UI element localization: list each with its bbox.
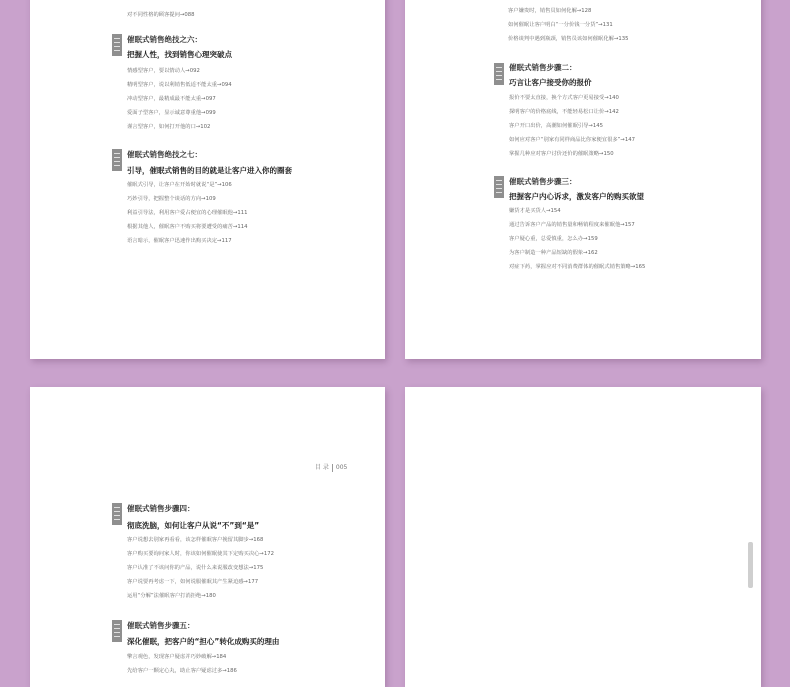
toc-item: 对不同性格的顾客提问→088 (127, 12, 195, 18)
toc-item: 客户开口出价，高潮如何催眠引导→145 (509, 123, 604, 129)
section-label: 催眠式销售绝技之七： (127, 150, 202, 159)
book-page-blank (405, 387, 761, 687)
section-label: 催眠式销售步骤五： (127, 621, 195, 630)
toc-items (127, 178, 248, 248)
section-title: 把握客户内心诉求，激发客户的购买欲望 (509, 192, 644, 201)
scrollbar-thumb[interactable] (748, 542, 753, 588)
page-number: 005 (335, 464, 348, 471)
toc-top-items (508, 4, 629, 46)
toc-item: 探明客户的价格底线，不能轻易松口让价→142 (509, 109, 619, 115)
header-separator (332, 464, 333, 472)
toc-item: 对症下药，掌握应对不同消费群体的催眠式销售策略→165 (509, 264, 646, 270)
toc-item: 通过告诉客户产品的销售量和畅销程度来催眠他→157 (509, 222, 635, 228)
section-title: 彻底洗脑，如何让客户从说“不”到“是” (127, 521, 260, 530)
toc-item: 精明型客户，说以利销售低适不能太重→094 (127, 82, 232, 88)
toc-item: 客户认准了不该问你的产品，说什么来说服改变想法→175 (127, 565, 264, 571)
header-title: 目 录 (315, 464, 329, 471)
toc-item: 客户嫌贵时，销售员如何化解→128 (508, 8, 592, 14)
toc-item: 为客户制造一种产品短缺的假象→162 (509, 250, 598, 256)
section-label: 催眠式销售步骤三： (509, 177, 577, 186)
section-tag-icon (494, 176, 504, 198)
toc-item: 爱面子型客户，显示诚意尊重他→099 (127, 110, 216, 116)
section-title: 巧言让客户接受你的报价 (509, 78, 592, 87)
toc-items (509, 204, 645, 274)
toc-item: 冲动型客户，最精成最不能太重→097 (127, 96, 216, 102)
section-title: 引导，催眠式销售的目的就是让客户进入你的圈套 (127, 166, 292, 175)
toc-item: 客户购买要询问家人时，你该如何催眠使其下定购买决心→172 (127, 551, 274, 557)
section-title: 把握人性，找到销售心理突破点 (127, 50, 232, 59)
toc-item: 如何应对客户“别家有同样商品比你家便宜很多”→147 (509, 137, 635, 143)
book-page-toc-2 (405, 0, 761, 359)
toc-item: 先给客户一颗定心丸，助止客户疑虑过多→186 (127, 668, 237, 674)
toc-item: 价格谈判中遇到瓶颈，销售员该如何催眠化解→135 (508, 36, 629, 42)
section-tag-icon (494, 63, 504, 85)
toc-items (127, 533, 274, 603)
running-header (315, 462, 347, 472)
section-title: 深化催眠，把客户的“担心”转化成购买的理由 (127, 637, 280, 646)
toc-item: 客户说想去别家再看看，该怎样催眠客户挽留其脚步→168 (127, 537, 264, 543)
section-tag-icon (112, 149, 122, 171)
toc-item: 嫌货才是买货人→154 (509, 208, 561, 214)
section-tag-icon (112, 34, 122, 56)
toc-item: 巧妙引导，把握整个谈话的方向→109 (127, 196, 216, 202)
toc-items (509, 91, 635, 161)
toc-item: 运用“分解”法催眠客户打消拒绝→180 (127, 593, 216, 599)
toc-item: 客户疑心重，总爱慎重，怎么办→159 (509, 236, 598, 242)
toc-items (127, 650, 237, 678)
toc-top-items (127, 8, 195, 22)
toc-item: 擎言观色，发现客户疑虑并巧妙破解→184 (127, 654, 227, 660)
book-page-toc-3 (30, 387, 385, 687)
section-tag-icon (112, 620, 122, 642)
toc-item: 谨言型客户，如何打开他的口→102 (127, 124, 211, 130)
toc-item: 情感型客户，要以情动人→092 (127, 68, 200, 74)
toc-items (127, 64, 232, 134)
section-tag-icon (112, 503, 122, 525)
section-label: 催眠式销售步骤四： (127, 504, 195, 513)
toc-item: 报价不要太直接，换个方式客户更易接受→140 (509, 95, 619, 101)
toc-item: 客户说要再考虑一下，如何说服催眠其产生紧迫感→177 (127, 579, 259, 585)
toc-item: 催眠式引导，让客户在开始时就说“是”→106 (127, 182, 232, 188)
book-page-toc-1 (30, 0, 385, 359)
toc-item: 利益引导法，利用客户爱占便宜的心理催眠他→111 (127, 210, 248, 216)
section-label: 催眠式销售绝技之六： (127, 35, 202, 44)
toc-item: 如何催眠让客户明白“一分价钱一分货”→131 (508, 22, 613, 28)
toc-item: 掌握几种应对客户讨价还价的催眠策略→150 (509, 151, 614, 157)
section-label: 催眠式销售步骤二： (509, 63, 577, 72)
toc-item: 语言暗示，催眠客户迅速作出购买决定→117 (127, 238, 232, 244)
toc-item: 根据其他人，催眠客户不购买将要遭受的痛苦→114 (127, 224, 248, 230)
